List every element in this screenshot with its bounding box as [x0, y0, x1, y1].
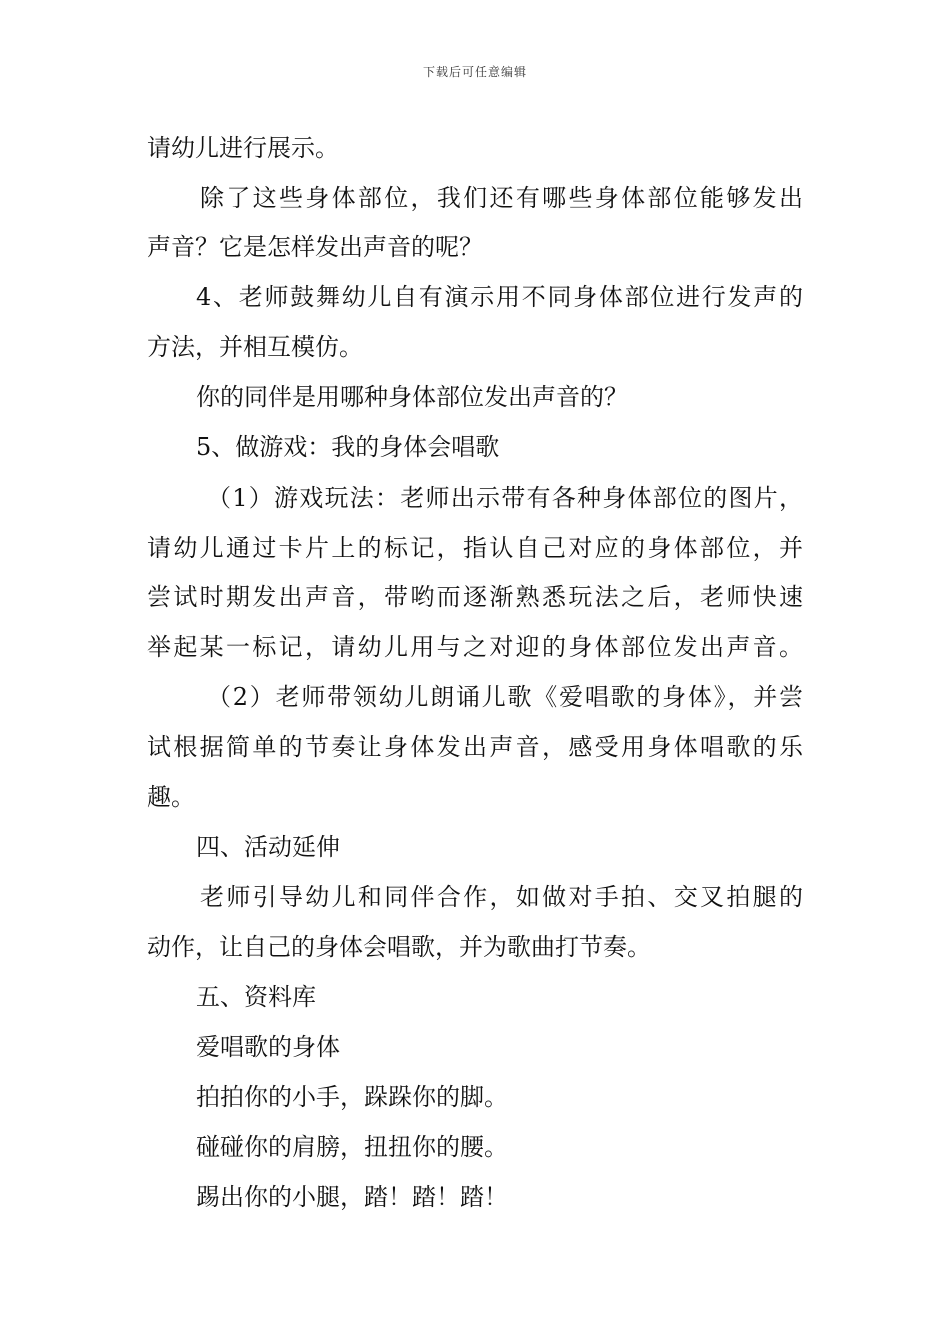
text-line-12: （2）老师带领幼儿朗诵儿歌《爱唱歌的身体》，并尝 — [207, 683, 803, 711]
poem-line-2: 碰碰你的肩膀，扭扭你的腰。 — [196, 1133, 508, 1161]
text-line-9: 请幼儿通过卡片上的标记，指认自己对应的身体部位，并 — [147, 534, 803, 562]
text-line-14: 趣。 — [147, 783, 195, 811]
text-line-2: 除了这些身体部位，我们还有哪些身体部位能够发出 — [200, 184, 803, 212]
page-header-note: 下载后可任意编辑 — [422, 65, 527, 79]
text-line-8: （1）游戏玩法：老师出示带有各种身体部位的图片， — [207, 484, 803, 512]
text-line-16: 老师引导幼儿和同伴合作，如做对手拍、交叉拍腿的 — [200, 883, 803, 911]
section-heading-extension: 四、活动延伸 — [196, 833, 340, 861]
poem-line-3: 踢出你的小腿，踏！踏！踏！ — [196, 1183, 508, 1211]
text-line-1: 请幼儿进行展示。 — [147, 134, 339, 162]
section-heading-resources: 五、资料库 — [196, 983, 316, 1011]
poem-title: 爱唱歌的身体 — [196, 1033, 340, 1061]
text-line-4: 4、老师鼓舞幼儿自有演示用不同身体部位进行发声的 — [196, 283, 803, 311]
text-line-11: 举起某一标记，请幼儿用与之对迎的身体部位发出声音。 — [147, 633, 803, 661]
text-line-6: 你的同伴是用哪种身体部位发出声音的？ — [196, 383, 628, 411]
text-line-17: 动作，让自己的身体会唱歌，并为歌曲打节奏。 — [147, 933, 651, 961]
poem-line-1: 拍拍你的小手，跺跺你的脚。 — [196, 1083, 508, 1111]
text-line-13: 试根据简单的节奏让身体发出声音，感受用身体唱歌的乐 — [147, 733, 803, 761]
text-line-3: 声音？它是怎样发出声音的呢？ — [147, 233, 483, 261]
text-line-7: 5、做游戏：我的身体会唱歌 — [196, 433, 500, 461]
text-line-10: 尝试时期发出声音，带哟而逐渐熟悉玩法之后，老师快速 — [147, 583, 803, 611]
text-line-5: 方法，并相互模仿。 — [147, 333, 363, 361]
